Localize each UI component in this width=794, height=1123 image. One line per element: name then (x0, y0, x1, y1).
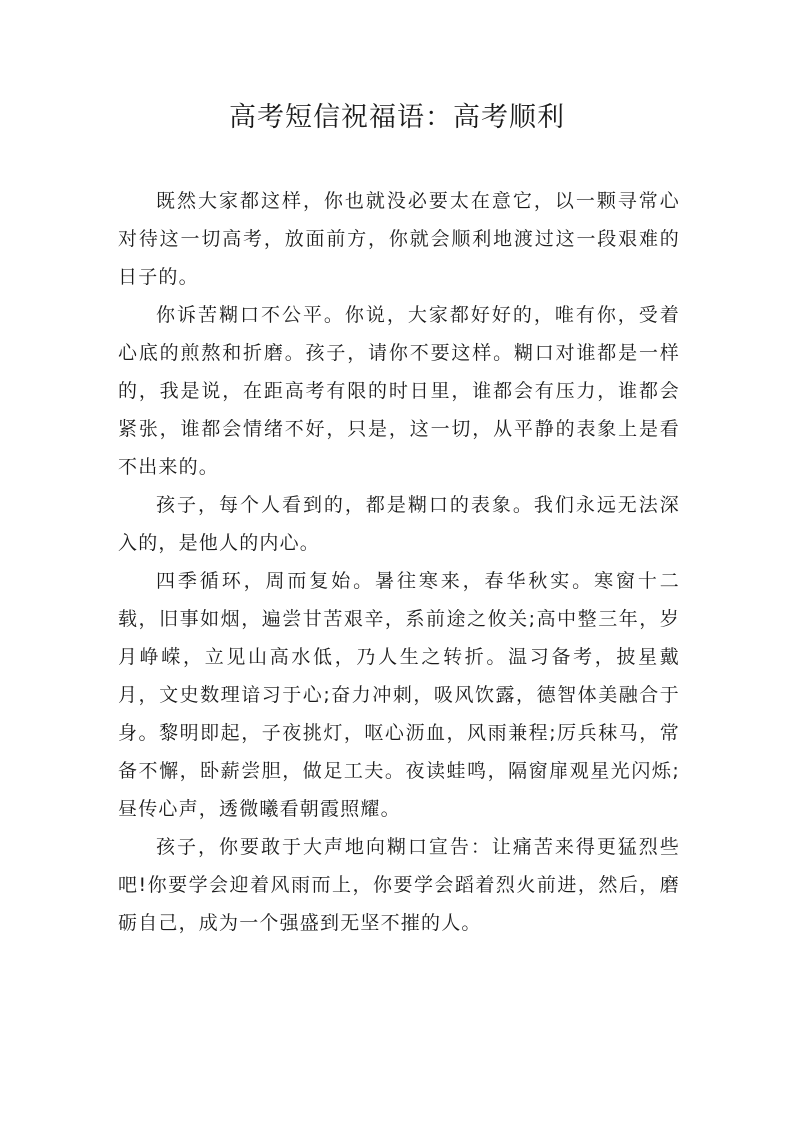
paragraph: 你诉苦糊口不公平。你说，大家都好好的，唯有你，受着心底的煎熬和折磨。孩子，请你不要这样。糊口对谁都是一样的，我是说，在距高考有限的时日里，谁都会有压力，谁都会紧张，谁都会情绪不好，只是，这一切，从平静的表象上是看不出来的。 (118, 304, 680, 478)
paragraph: 孩子，每个人看到的，都是糊口的表象。我们永远无法深入的，是他人的内心。 (118, 494, 680, 554)
paragraph: 既然大家都这样，你也就没必要太在意它，以一颗寻常心对待这一切高考，放面前方，你就会顺利地渡过这一段艰难的日子的。 (118, 190, 680, 288)
document-body (118, 182, 680, 942)
document-title: 高考短信祝福语：高考顺利 (229, 102, 565, 133)
paragraph: 孩子，你要敢于大声地向糊口宣告：让痛苦来得更猛烈些吧!你要学会迎着风雨而上，你要学会蹈着烈火前进，然后，磨砺自己，成为一个强盛到无坚不摧的人。 (118, 836, 680, 934)
paragraph: 四季循环，周而复始。暑往寒来，春华秋实。寒窗十二载，旧事如烟，遍尝甘苦艰辛，系前途之攸关;高中整三年，岁月峥嵘，立见山高水低，乃人生之转折。温习备考，披星戴月，文史数理谙习于心;奋力冲刺，吸风饮露，德智体美融合于身。黎明即起，子夜挑灯，呕心沥血，风雨兼程;厉兵秣马，常备不懈，卧薪尝胆，做足工夫。夜读蛙鸣，隔窗扉观星光闪烁;昼传心声，透微曦看朝霞照耀。 (118, 570, 680, 820)
